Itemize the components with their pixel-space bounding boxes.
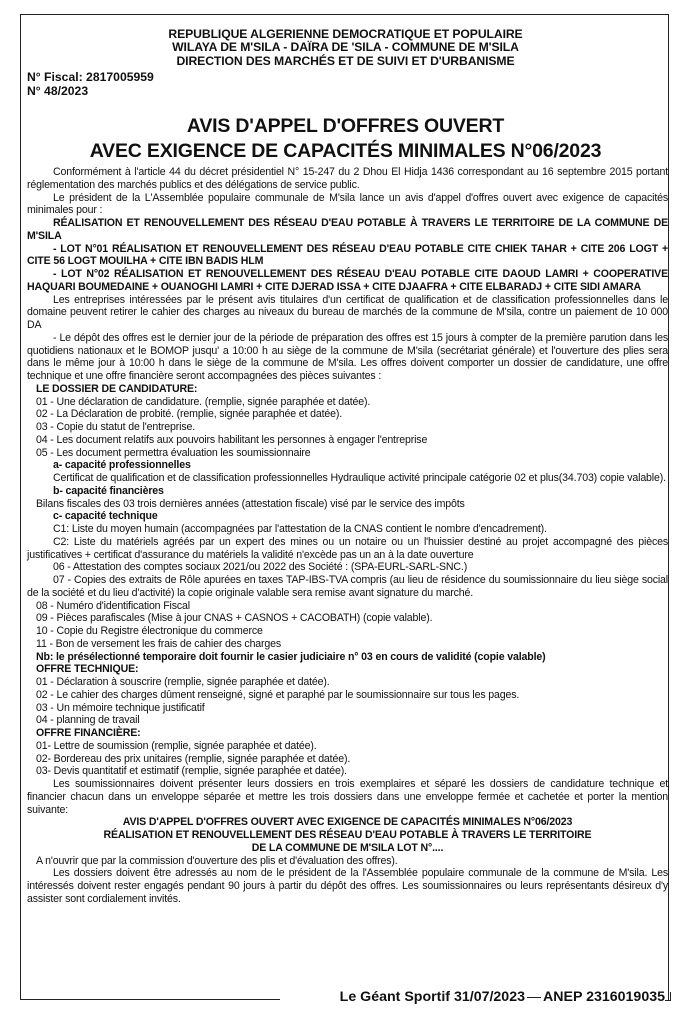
list-item: 01 - Une déclaration de candidature. (remplie, signée paraphée et datée). bbox=[36, 395, 371, 408]
list-item: 01- Lettre de soumission (remplie, signée paraphée et datée). bbox=[36, 739, 317, 752]
list-item: A n'ouvrir que par la commission d'ouverture des plis et d'évaluation des offres). bbox=[36, 854, 398, 867]
section-heading: Nb: le présélectionné temporaire doit fournir le casier judiciaire n° 03 en cours de validité (copie valable) bbox=[36, 650, 546, 663]
authority-header bbox=[0, 28, 691, 68]
bold-paragraph: a- capacité professionnelles bbox=[53, 459, 191, 472]
list-item: 03 - Copie du statut de l'entreprise. bbox=[36, 421, 196, 433]
paragraph: - Le dépôt des offres est le dernier jour de la période de préparation des offres est 15 jours à compter de la première parution dans les quotidiens nationaux et le BOMOP jusqu' a 10:00 h au siège de la commune de M'sila (secrétariat générale) et l'ouverture des plies sera dans le même jour à 10:00 h dans le siège de la commune de M'sila. Les offres doivent comporter un dossier de candidature, une offre technique et une offre financière seront accompagnées des pièces suivantes : bbox=[27, 331, 668, 382]
paragraph: 06 - Attestation des comptes sociaux 2021/ou 2022 des Société : (SPA-EURL-SARL-SNC.) bbox=[53, 561, 468, 574]
frame-bottom-rule bbox=[20, 999, 280, 1000]
envelope-mention-line: AVIS D'APPEL D'OFFRES OUVERT AVEC EXIGENCE DE CAPACITÉS MINIMALES N°06/2023 bbox=[122, 816, 573, 829]
bold-paragraph: RÉALISATION ET RENOUVELLEMENT DES RÉSEAU D'EAU POTABLE À TRAVERS LE TERRITOIRE DE LA COMMUNE DE M'SILA bbox=[27, 217, 668, 242]
section-heading: OFFRE TECHNIQUE: bbox=[36, 663, 139, 676]
header-line: WILAYA DE M'SILA - DAÏRA DE 'SILA - COMMUNE DE M'SILA bbox=[172, 40, 519, 55]
title-line-1: AVIS D'APPEL D'OFFRES OUVERT bbox=[186, 115, 505, 137]
list-item: 10 - Copie du Registre électronique du commerce bbox=[36, 625, 263, 637]
separator bbox=[527, 997, 541, 998]
list-item: Bilans fiscales des 03 trois dernières années (attestation fiscale) visé par le service des impôts bbox=[36, 497, 465, 510]
title-line-2: AVEC EXIGENCE DE CAPACITÉS MINIMALES N°06/2023 bbox=[89, 140, 602, 162]
paragraph: 07 - Copies des extraits de Rôle apurées en taxes TAP-IBS-TVA compris (au lieu de résidence du soumissionnaire du lieu siège social de la société et du lieu d'activité) la copie originale valable sera remise avant signature du marché. bbox=[27, 574, 668, 599]
list-item: 03- Devis quantitatif et estimatif (remplie, signée paraphée et datée). bbox=[36, 765, 347, 778]
bold-paragraph: - LOT N°01 RÉALISATION ET RENOUVELLEMENT DES RÉSEAU D'EAU POTABLE CITE CHIEK TAHAR + CITE 206 LOGT + CITE 56 LOGT MOUILHA + CITE IBN BADIS HLM bbox=[27, 242, 668, 268]
list-item: 08 - Numéro d'identification Fiscal bbox=[36, 599, 190, 612]
paragraph: C2: Liste du matériels agréés par un expert des mines ou un notaire ou un l'huissier destiné au projet accompagné des pièces justificatives + certificat d'assurance du matériels la validité n'excède pas un an à la date ouverture bbox=[27, 535, 668, 561]
section-heading: OFFRE FINANCIÈRE: bbox=[36, 727, 141, 739]
bold-paragraph: c- capacité technique bbox=[53, 510, 158, 523]
bold-paragraph: - LOT N°02 RÉALISATION ET RENOUVELLEMENT DES RÉSEAU D'EAU POTABLE CITE DAOUD LAMRI + COOPERATIVE HAQUARI BOUMEDAINE + OUANOGHI LAMRI + CITE DJERAD ISSA + CITE DJAAFRA + CITE ELBARADJ + CITE SIDI AMARA bbox=[27, 268, 668, 293]
paragraph: Conformément à l'article 44 du décret présidentiel N° 15-247 du 2 Dhou El Hidja 1436 correspondant au 16 septembre 2015 portant réglementation des marchés publics et des délégations de service public. bbox=[27, 166, 668, 191]
fiscal-number: N° Fiscal: 2817005959 bbox=[27, 70, 154, 84]
publication-name-date: Le Géant Sportif 31/07/2023 bbox=[339, 989, 525, 1005]
reference-numbers bbox=[27, 70, 154, 98]
paragraph: Les soumissionnaires doivent présenter leurs dossiers en trois exemplaires et séparé les dossiers de candidature technique et financier chacun dans un enveloppe séparée et mettre les trois dossiers dans une enveloppe fermée et cachetée et porter la mention suivante: bbox=[27, 778, 668, 816]
bold-paragraph: b- capacité financières bbox=[53, 484, 164, 497]
paragraph: Les entreprises intéressées par le présent avis titulaires d'un certificat de qualification et de classification professionnelles dans le domaine peuvent retirer le cahier des charges au niveaux du bureau de marchés de la commune de M'sila, contre un paiement de 10 000 DA bbox=[27, 293, 668, 331]
list-item: 09 - Pièces parafiscales (Mise à jour CNAS + CASNOS + CACOBATH) (copie valable). bbox=[36, 612, 433, 625]
notice-body bbox=[27, 166, 668, 906]
notice-title bbox=[0, 114, 691, 164]
section-heading: LE DOSSIER DE CANDIDATURE: bbox=[36, 382, 198, 395]
list-item: 02 - Le cahier des charges dûment renseigné, signé et paraphé par le soumissionnaire sur tous les pages. bbox=[36, 688, 520, 701]
paragraph: C1: Liste du moyen humain (accompagnées par l'attestation de la CNAS contient le nombre d'encadrement). bbox=[53, 523, 547, 535]
header-line: REPUBLIQUE ALGERIENNE DEMOCRATIQUE ET POPULAIRE bbox=[168, 27, 523, 41]
list-item: 02- Bordereau des prix unitaires (remplie, signée paraphée et datée). bbox=[36, 752, 351, 765]
list-item: 05 - Les document permettra évaluation les soumissionnaire bbox=[36, 446, 311, 459]
list-item: 01 - Déclaration à souscrire (remplie, signée paraphée et datée). bbox=[36, 676, 330, 688]
paragraph: Le président de la L'Assemblée populaire communale de M'sila lance un avis d'appel d'offres ouvert avec exigence de capacités minimales pour : bbox=[27, 191, 668, 217]
envelope-mention-line: RÉALISATION ET RENOUVELLEMENT DES RÉSEAU D'EAU POTABLE À TRAVERS LE TERRITOIRE bbox=[103, 829, 592, 841]
notice-number: N° 48/2023 bbox=[27, 84, 89, 98]
paragraph: Certificat de qualification et de classification professionnelles Hydraulique activité principale catégorie 02 et plus(34.703) copie valable). bbox=[53, 472, 666, 484]
paragraph: Les dossiers doivent être adressés au nom de le président de la l'Assemblée populaire communale de la commune de M'sila. Les intéressés doivent rester engagés pendant 90 jours à partir du dépôt des offres. Les soumissionnaires ou leurs représentants désireux d'y assister sont cordialement invités. bbox=[27, 867, 668, 905]
anep-number: ANEP 2316019035 bbox=[542, 989, 665, 1005]
list-item: 02 - La Déclaration de probité. (remplie, signée paraphée et datée). bbox=[36, 408, 343, 421]
envelope-mention-line: DE LA COMMUNE DE M'SILA LOT N°.... bbox=[251, 841, 444, 854]
list-item: 04 - planning de travail bbox=[36, 714, 140, 727]
list-item: 04 - Les document relatifs aux pouvoirs habilitant les personnes à engager l'entreprise bbox=[36, 433, 428, 446]
list-item: 03 - Un mémoire technique justificatif bbox=[36, 701, 205, 714]
header-line: DIRECTION DES MARCHÉS ET DE SUIVI ET D'URBANISME bbox=[176, 53, 515, 68]
list-item: 11 - Bon de versement les frais de cahier des charges bbox=[36, 637, 282, 650]
publication-footer bbox=[336, 989, 665, 1005]
